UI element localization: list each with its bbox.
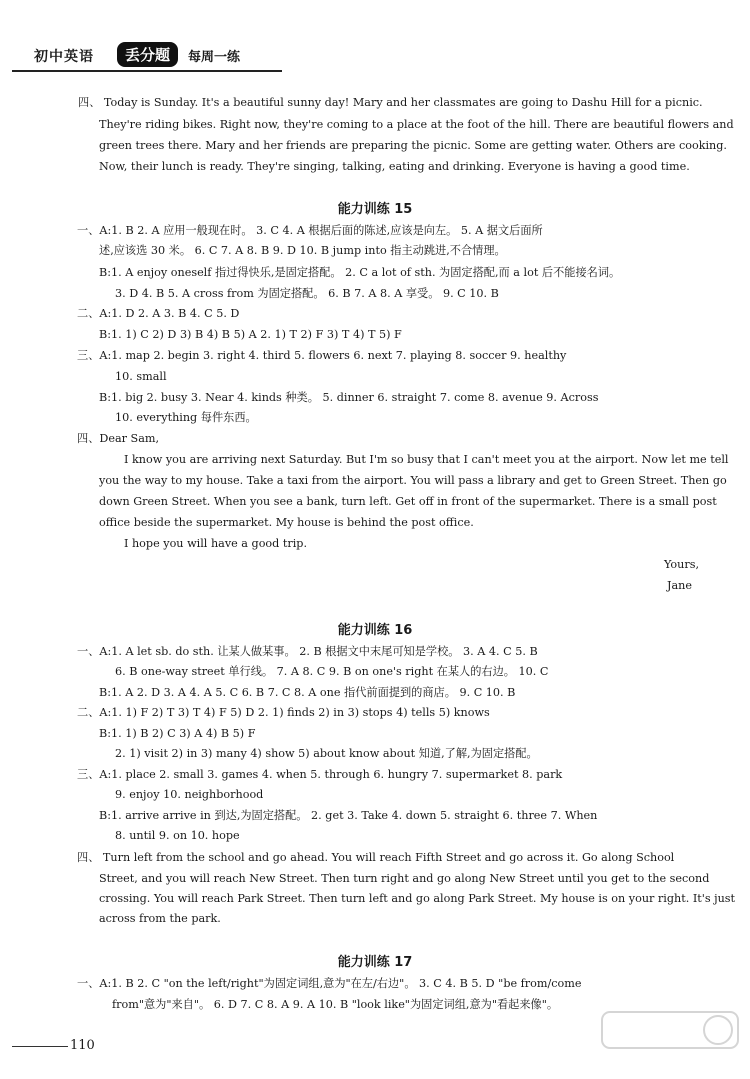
letter-line: I know you are arriving next Saturday. But I'm so busy that I can't meet you at the airport. Now let me tell xyxy=(124,453,729,466)
answer-line: 述,应该选 30 米。 6. C 7. A 8. B 9. D 10. B jump into 指主动跳进,不合情理。 xyxy=(99,244,506,257)
answer-line: 6. B one-way street 单行线。 7. A 8. C 9. B on one's right 在某人的右边。 10. C xyxy=(115,665,549,678)
answer-line: B:1. big 2. busy 3. Near 4. kinds 种类。 5. dinner 6. straight 7. come 8. avenue 9. Across xyxy=(99,391,599,404)
book-badge: 丢分题 xyxy=(117,42,178,67)
text-line: crossing. You will reach Park Street. Then turn left and go along Park Street. My house is on your right. It's just xyxy=(99,892,736,905)
answer-line: B:1. A enjoy oneself 指过得快乐,是固定搭配。 2. C a lot of sth. 为固定搭配,而 a lot 后不能接名词。 xyxy=(99,266,621,279)
letter-line: you the way to my house. Take a taxi from the airport. You will pass a library and get to Green Street. Then go xyxy=(99,474,727,487)
footer-rule xyxy=(12,1046,68,1047)
header-rule xyxy=(12,70,282,72)
letter-line: I hope you will have a good trip. xyxy=(124,537,308,550)
answer-line: 二、A:1. 1) F 2) T 3) T 4) F 5) D 2. 1) finds 2) in 3) stops 4) tells 5) knows xyxy=(77,706,490,719)
text-line: green trees there. Mary and her friends are preparing the picnic. Some are getting water. Others are cooking. xyxy=(99,139,727,152)
letter-line: down Green Street. When you see a bank, turn left. Get off in front of the supermarket. There is a small post xyxy=(99,495,717,508)
text-line: They're riding bikes. Right now, they're coming to a place at the foot of the hill. There are beautiful flowers and xyxy=(99,118,734,131)
answer-line: 10. small xyxy=(115,370,167,383)
answer-line: 8. until 9. on 10. hope xyxy=(115,829,240,842)
watermark-logo xyxy=(600,1010,740,1072)
letter-salutation: 四、Dear Sam, xyxy=(77,432,160,445)
letter-line: office beside the supermarket. My house is behind the post office. xyxy=(99,516,474,529)
answer-line: 2. 1) visit 2) in 3) many 4) show 5) about know about 知道,了解,为固定搭配。 xyxy=(115,747,538,760)
answer-line: 一、A:1. B 2. C "on the left/right"为固定词组,意为"在左/右边"。 3. C 4. B 5. D "be from/come xyxy=(77,977,582,990)
text-line: 四、 Turn left from the school and go ahead. You will reach Fifth Street and go across it. Go along School xyxy=(77,851,675,864)
page-header xyxy=(12,40,282,70)
answer-line: 三、A:1. map 2. begin 3. right 4. third 5. flowers 6. next 7. playing 8. soccer 9. healthy xyxy=(77,349,567,362)
letter-signature: Jane xyxy=(667,579,692,592)
answer-line: 二、A:1. D 2. A 3. B 4. C 5. D xyxy=(77,307,240,320)
answer-line: B:1. 1) B 2) C 3) A 4) B 5) F xyxy=(99,727,256,740)
answer-line: 3. D 4. B 5. A cross from 为固定搭配。 6. B 7. A 8. A 享受。 9. C 10. B xyxy=(115,287,499,300)
answer-line: 一、A:1. A let sb. do sth. 让某人做某事。 2. B 根据文中末尾可知是学校。 3. A 4. C 5. B xyxy=(77,645,538,658)
text-line: 四、 Today is Sunday. It's a beautiful sunny day! Mary and her classmates are going to Dashu Hill for a picnic. xyxy=(78,96,703,109)
answer-line: B:1. arrive arrive in 到达,为固定搭配。 2. get 3. Take 4. down 5. straight 6. three 7. When xyxy=(99,809,598,822)
text-line: Now, their lunch is ready. They're singing, talking, eating and drinking. Everyone is having a good time. xyxy=(99,160,690,173)
book-title: 初中英语 xyxy=(34,49,94,65)
answer-line: 10. everything 每件东西。 xyxy=(115,411,257,424)
answer-line: 一、A:1. B 2. A 应用一般现在时。 3. C 4. A 根据后面的陈述,应该是向左。 5. A 据文后面所 xyxy=(77,224,543,237)
page-number: 110 xyxy=(70,1038,95,1053)
answer-line: 9. enjoy 10. neighborhood xyxy=(115,788,264,801)
text-line: Street, and you will reach New Street. Then turn right and go along New Street until you get to the second xyxy=(99,872,710,885)
section-title-16: 能力训练 16 xyxy=(337,623,413,638)
letter-closing: Yours, xyxy=(664,558,699,571)
answer-line: from"意为"来自"。 6. D 7. C 8. A 9. A 10. B "look like"为固定词组,意为"看起来像"。 xyxy=(112,998,559,1011)
section-title-15: 能力训练 15 xyxy=(337,202,413,217)
answer-line: B:1. A 2. D 3. A 4. A 5. C 6. B 7. C 8. A one 指代前面提到的商店。 9. C 10. B xyxy=(99,686,516,699)
book-subtitle: 每周一练 xyxy=(188,50,241,65)
answer-line: 三、A:1. place 2. small 3. games 4. when 5. through 6. hungry 7. supermarket 8. park xyxy=(77,768,563,781)
text-line: across from the park. xyxy=(99,912,221,925)
section-title-17: 能力训练 17 xyxy=(337,955,413,970)
answer-line: B:1. 1) C 2) D 3) B 4) B 5) A 2. 1) T 2) F 3) T 4) T 5) F xyxy=(99,328,402,341)
